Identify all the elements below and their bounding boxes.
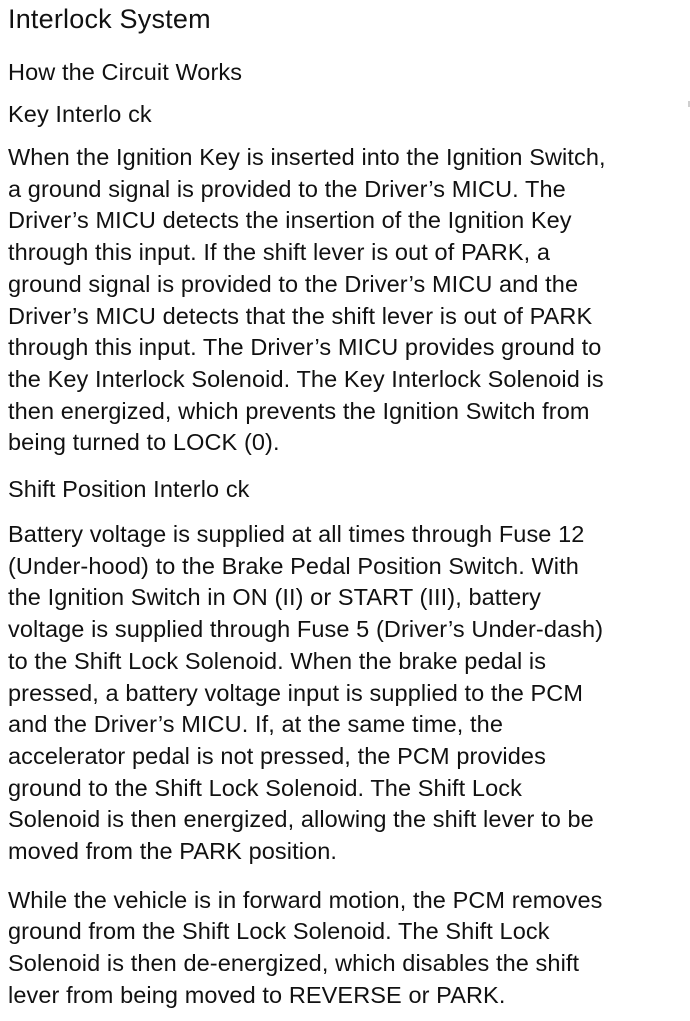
paragraph-line: ground signal is provided to the Driver’s MICU and the [8,270,579,297]
paragraph-line: pressed, a battery voltage input is supplied to the PCM [8,679,584,706]
paragraph-line: Driver’s MICU detects that the shift lever is out of PARK [8,302,593,329]
subsection-heading-key-interlock: Key Interlo ck [8,101,152,127]
paragraph-line: and the Driver’s MICU. If, at the same time, the [8,711,504,738]
section-heading-how-circuit-works: How the Circuit Works [8,59,243,85]
paragraph-line: While the vehicle is in forward motion, the PCM removes [8,886,603,913]
shift-interlock-paragraph-1 [8,519,682,868]
paragraph-line: Battery voltage is supplied at all times through Fuse 12 [8,521,585,548]
paragraph-line: Solenoid is then energized, allowing the shift lever to be [8,806,594,833]
paragraph-line: then energized, which prevents the Ignition Switch from [8,397,590,424]
page-title: Interlock System [8,4,211,34]
paragraph-line: the Ignition Switch in ON (II) or START (III), battery [8,584,542,611]
paragraph-line: moved from the PARK position. [8,838,337,865]
paragraph-line: Driver’s MICU detects the insertion of the Ignition Key [8,207,572,234]
key-interlock-paragraph [8,142,682,459]
paragraph-line: When the Ignition Key is inserted into the Ignition Switch, [8,144,606,170]
document-page [0,4,690,1021]
paragraph-line: ground to the Shift Lock Solenoid. The Shift Lock [8,774,522,801]
shift-interlock-paragraph-2 [8,885,682,1012]
paragraph-line: the Key Interlock Solenoid. The Key Interlock Solenoid is [8,365,604,392]
paragraph-line: through this input. If the shift lever is out of PARK, a [8,239,551,266]
paragraph-line: lever from being moved to REVERSE or PARK. [8,981,506,1008]
paragraph-line: (Under-hood) to the Brake Pedal Position Switch. With [8,552,579,579]
paragraph-line: through this input. The Driver’s MICU provides ground to [8,334,602,361]
paragraph-line: a ground signal is provided to the Driver’s MICU. The [8,175,566,202]
paragraph-line: Solenoid is then de-energized, which disables the shift [8,950,580,977]
paragraph-line: ground from the Shift Lock Solenoid. The Shift Lock [8,918,550,945]
paragraph-line: voltage is supplied through Fuse 5 (Driver’s Under-dash) [8,616,604,643]
subsection-heading-shift-position-interlock: Shift Position Interlo ck [8,476,250,503]
paragraph-line: to the Shift Lock Solenoid. When the brake pedal is [8,647,547,674]
paragraph-line: accelerator pedal is not pressed, the PCM provides [8,742,546,769]
paragraph-line: being turned to LOCK (0). [8,429,280,456]
